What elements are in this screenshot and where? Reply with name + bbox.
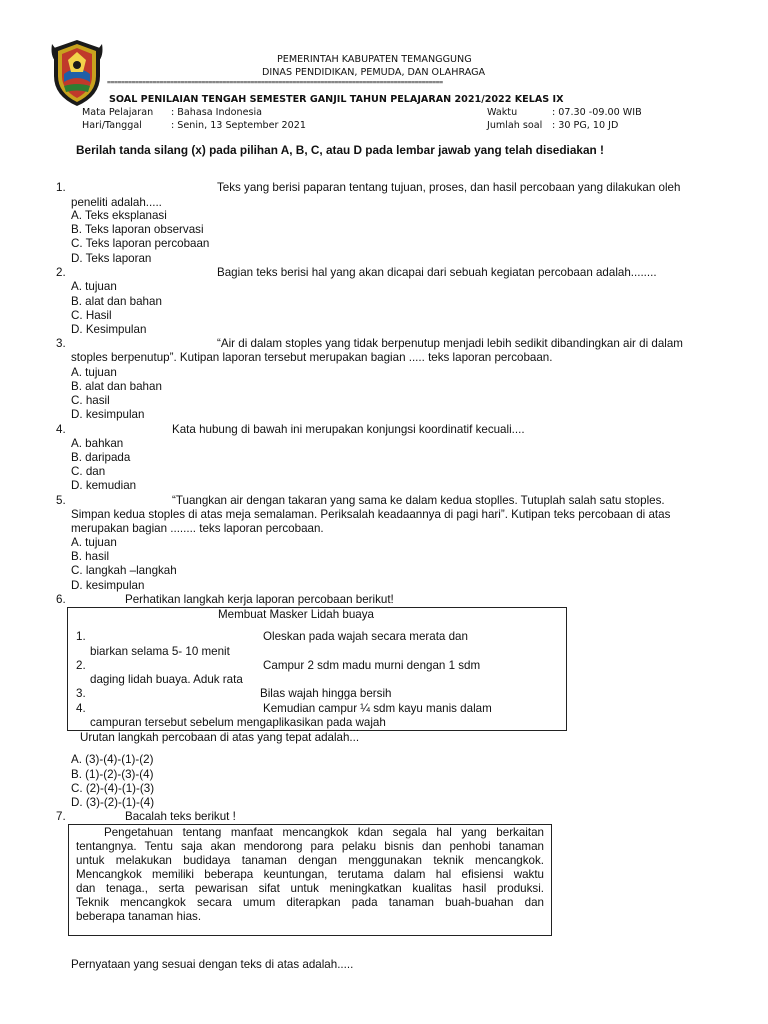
question-6-prompt: Urutan langkah percobaan di atas yang tepat adalah... [80,731,360,744]
passage-line-3: untuk melakukan budidaya tanaman dengan menggunakan teknik mencangkok. [76,854,544,867]
q5-option-d: D. kesimpulan [71,579,145,592]
time-label: Waktu [487,107,518,118]
step-2-text-cont: daging lidah buaya. Aduk rata [90,673,243,686]
question-1-number: 1. [56,181,66,194]
step-3-number: 3. [76,687,86,700]
q6-option-b: B. (1)-(2)-(3)-(4) [71,768,154,781]
date-label: Hari/Tanggal [82,120,142,131]
q1-option-c: C. Teks laporan percobaan [71,237,210,250]
question-6-number: 6. [56,593,66,606]
question-5-text: “Tuangkan air dengan takaran yang sama ke dalam kedua stoplles. Tutuplah salah satu stoples. [172,494,665,507]
q2-option-c: C. Hasil [71,309,112,322]
regency-logo [50,38,104,108]
q4-option-d: D. kemudian [71,479,137,492]
question-2-text: Bagian teks berisi hal yang akan dicapai dari sebuah kegiatan percobaan adalah........ [217,266,657,279]
question-4-number: 4. [56,423,66,436]
exam-title: SOAL PENILAIAN TENGAH SEMESTER GANJIL TAHUN PELAJARAN 2021/2022 KELAS IX [109,94,564,105]
question-3-number: 3. [56,337,66,350]
step-2-number: 2. [76,659,86,672]
step-3-text: Bilas wajah hingga bersih [260,687,392,700]
q4-option-c: C. dan [71,465,106,478]
passage-line-4: Mencangkok memiliki beberapa keuntungan, terutama dalam hal efisiensi waktu [76,868,544,881]
q5-option-c: C. langkah –langkah [71,564,177,577]
q1-option-b: B. Teks laporan observasi [71,223,204,236]
header-separator: ================================================================================================ [107,78,443,86]
q6-option-d: D. (3)-(2)-(1)-(4) [71,796,155,809]
question-3-text-cont: stoples berpenutup”. Kutipan laporan tersebut merupakan bagian ..... teks laporan percobaan. [71,351,553,364]
q4-option-a: A. bahkan [71,437,124,450]
question-7-text: Bacalah teks berikut ! [125,810,236,823]
subject-value: : Bahasa Indonesia [171,107,263,118]
q2-option-b: B. alat dan bahan [71,295,162,308]
q3-option-a: A. tujuan [71,366,117,379]
q1-option-d: D. Teks laporan [71,252,152,265]
step-1-text: Oleskan pada wajah secara merata dan [263,630,468,643]
question-2-number: 2. [56,266,66,279]
time-value: : 07.30 -09.00 WIB [552,107,642,118]
step-4-text-cont: campuran tersebut sebelum mengaplikasikan pada wajah [90,716,386,729]
q3-option-d: D. kesimpulan [71,408,145,421]
q2-option-a: A. tujuan [71,280,117,293]
date-value: : Senin, 13 September 2021 [171,120,306,131]
passage-line-2: tentangnya. Tentu saja akan mendorong para pelaku bisnis dan penhobi tanaman [76,840,544,853]
question-3-text: “Air di dalam stoples yang tidak berpenutup menjadi lebih sedikit dibandingkan air di dalam [217,337,683,350]
passage-line-5: dan tenaga., serta pewarisan sifat untuk meningkatkan kualitas hasil produksi. [76,882,544,895]
header-line-2: DINAS PENDIDIKAN, PEMUDA, DAN OLAHRAGA [262,67,486,78]
q5-option-b: B. hasil [71,550,110,563]
q4-option-b: B. daripada [71,451,131,464]
step-2-text: Campur 2 sdm madu murni dengan 1 sdm [263,659,481,672]
passage-line-6: Teknik mencangkok secara umum diterapkan pada tanaman buah-buahan dan [76,896,544,909]
subject-label: Mata Pelajaran [82,107,154,118]
question-1-text-cont: peneliti adalah..... [71,196,162,209]
passage-line-1: Pengetahuan tentang manfaat mencangkok kdan segala hal yang berkaitan [104,826,544,839]
question-5-text-cont: Simpan kedua stoples di atas meja semalaman. Periksalah keadaannya di pagi hari”. Kutipan teks percobaan di atas [71,508,671,521]
question-count-label: Jumlah soal [487,120,543,131]
header-line-1: PEMERINTAH KABUPATEN TEMANGGUNG [277,54,472,65]
question-count-value: : 30 PG, 10 JD [552,120,619,131]
q2-option-d: D. Kesimpulan [71,323,147,336]
q3-option-b: B. alat dan bahan [71,380,162,393]
procedure-title: Membuat Masker Lidah buaya [218,608,374,621]
q3-option-c: C. hasil [71,394,110,407]
question-7-prompt: Pernyataan yang sesuai dengan teks di atas adalah..... [71,958,354,971]
question-6-text: Perhatikan langkah kerja laporan percobaan berikut! [125,593,394,606]
step-4-number: 4. [76,702,86,715]
passage-line-7: beberapa tanaman hias. [76,910,202,923]
step-1-text-cont: biarkan selama 5- 10 menit [90,645,230,658]
question-5-text-cont-2: merupakan bagian ........ teks laporan percobaan. [71,522,324,535]
q5-option-a: A. tujuan [71,536,117,549]
step-1-number: 1. [76,630,86,643]
question-5-number: 5. [56,494,66,507]
question-1-text: Teks yang berisi paparan tentang tujuan, proses, dan hasil percobaan yang dilakukan oleh [217,181,681,194]
instruction: Berilah tanda silang (x) pada pilihan A, B, C, atau D pada lembar jawab yang telah disediakan ! [76,143,604,157]
q1-option-a: A. Teks eksplanasi [71,209,167,222]
question-7-number: 7. [56,810,66,823]
q6-option-c: C. (2)-(4)-(1)-(3) [71,782,155,795]
question-4-text: Kata hubung di bawah ini merupakan konjungsi koordinatif kecuali.... [172,423,525,436]
step-4-text: Kemudian campur ¼ sdm kayu manis dalam [263,702,492,715]
q6-option-a: A. (3)-(4)-(1)-(2) [71,753,154,766]
